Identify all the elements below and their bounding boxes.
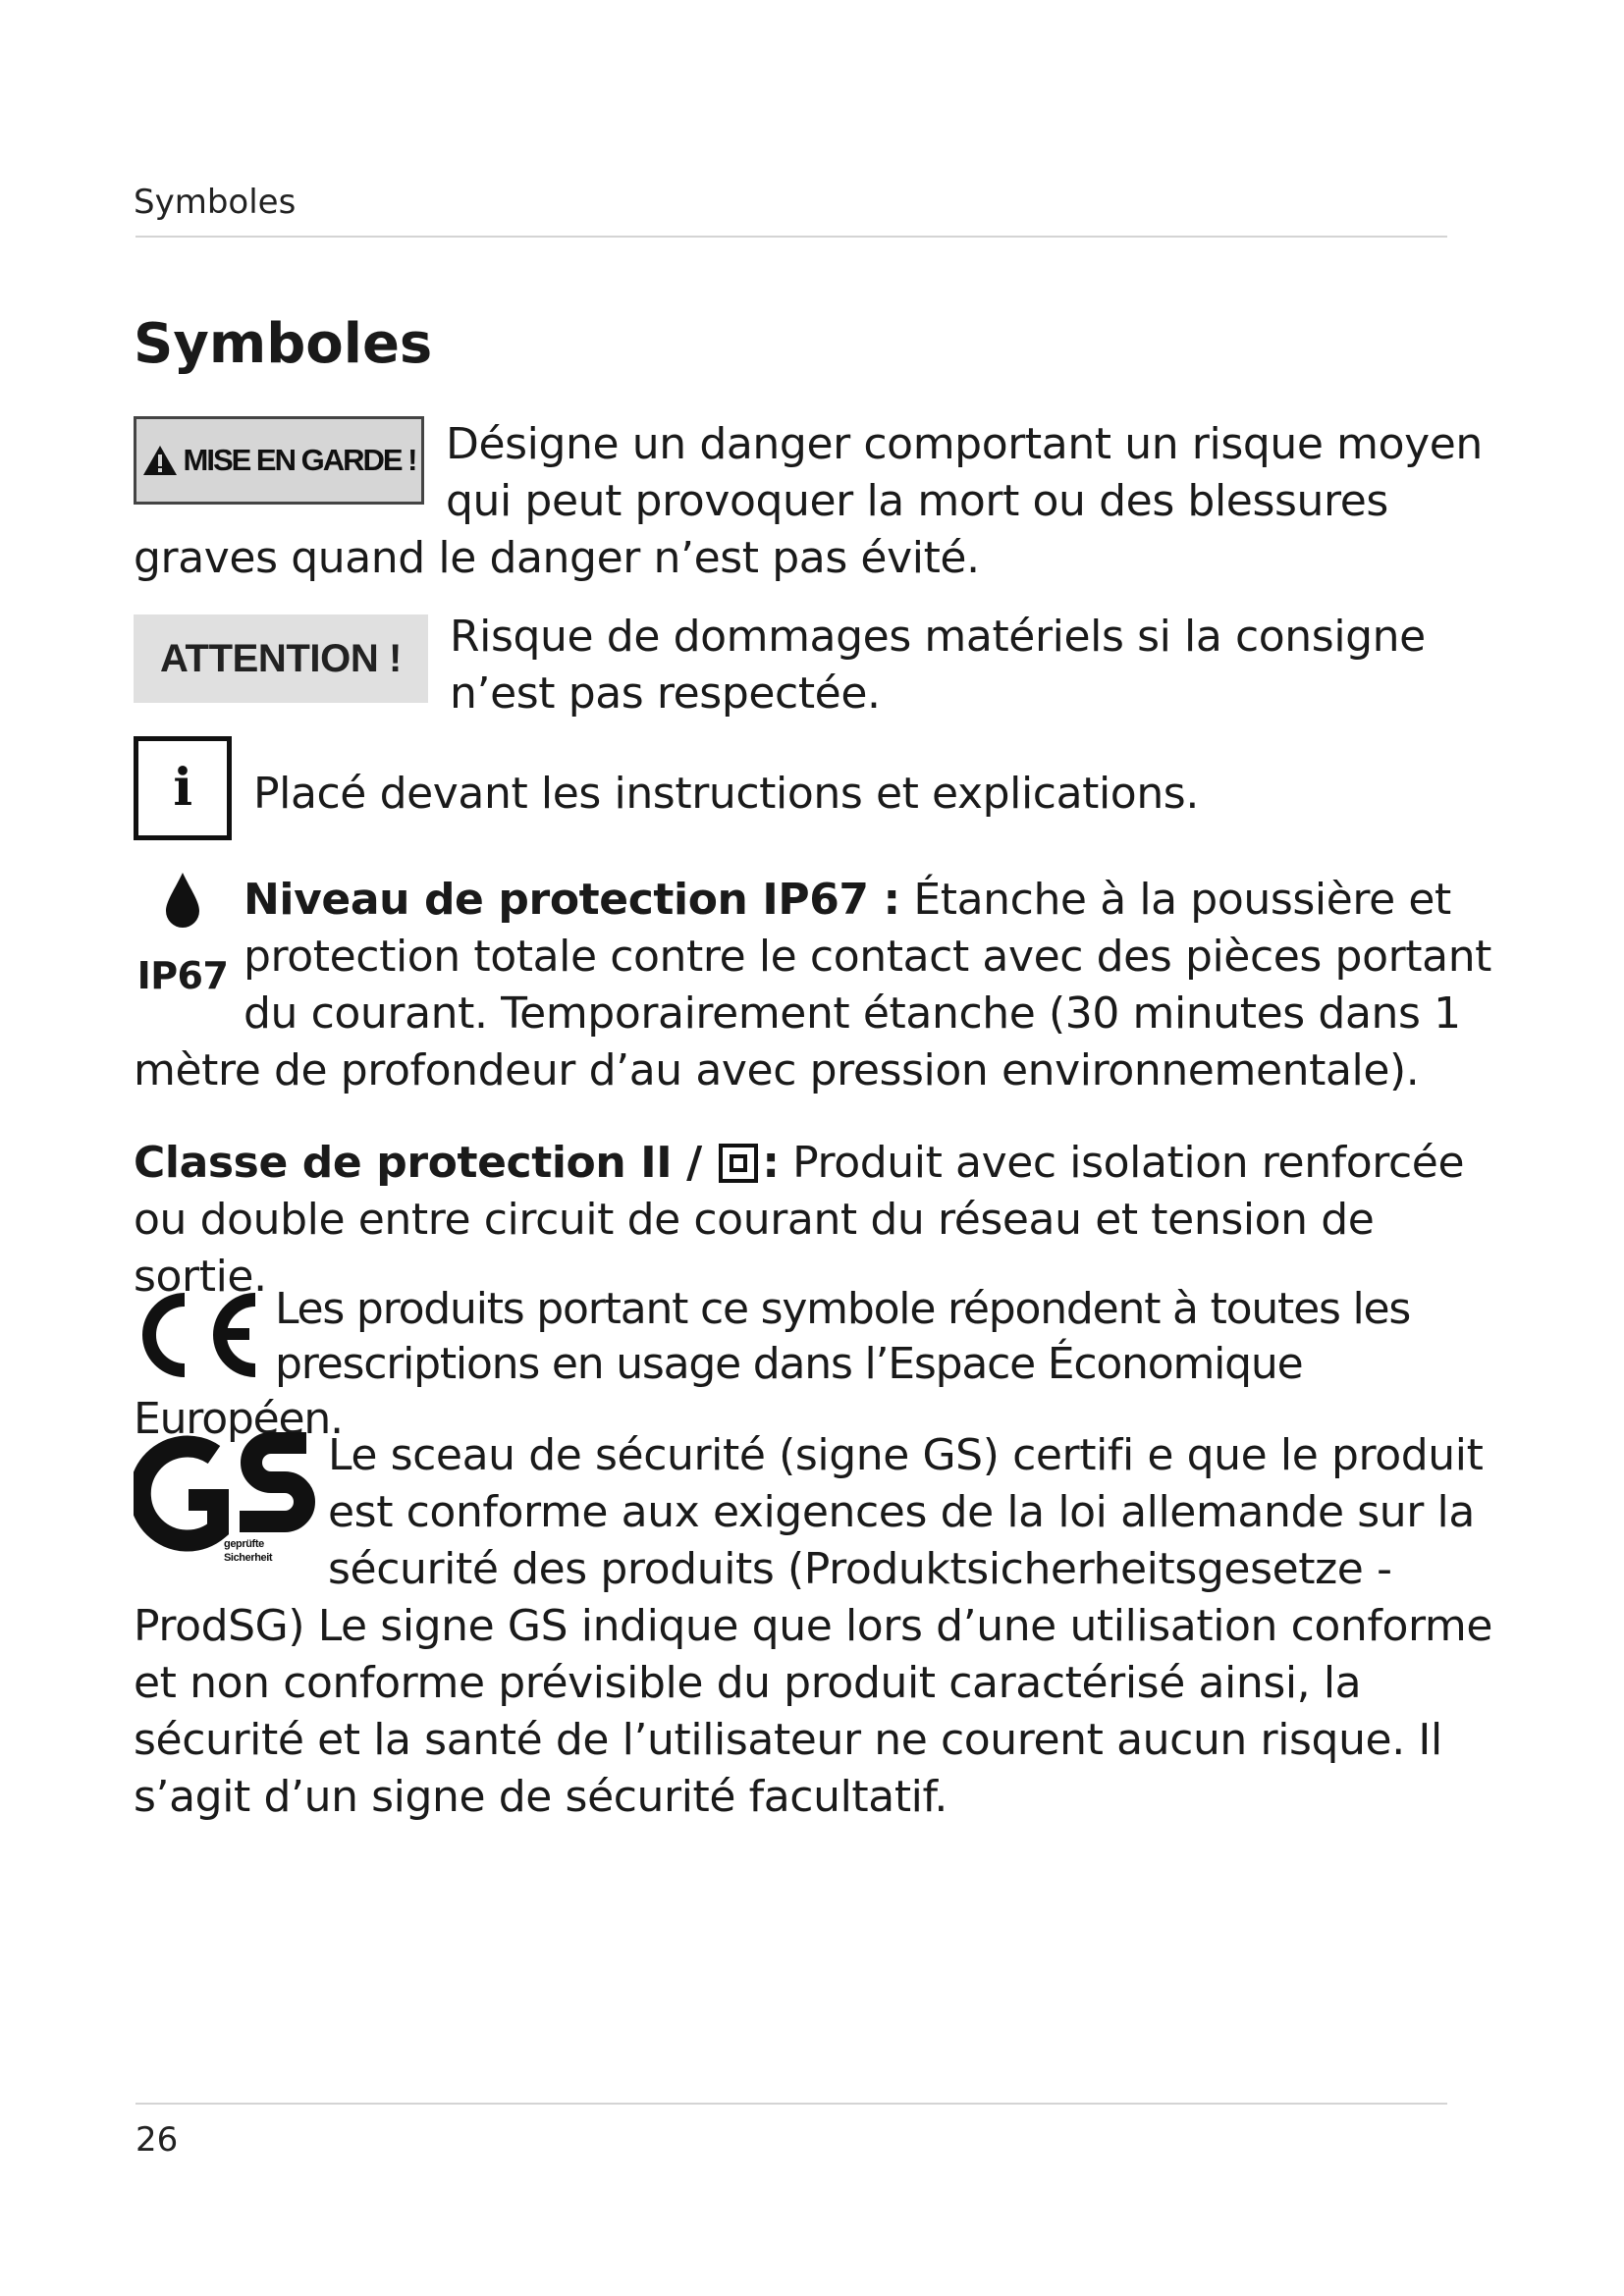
water-drop-icon: [163, 872, 202, 929]
footer-divider: [135, 2103, 1447, 2105]
attention-badge: ATTENTION !: [134, 614, 428, 703]
warning-section: [134, 416, 1498, 587]
info-section: [134, 736, 1498, 844]
ce-mark-icon: [134, 1286, 261, 1384]
ip67-section: [134, 872, 1498, 1099]
protection-class-heading: Classe de protection II /: [134, 1138, 702, 1188]
protection-class-text: Produit avec isolation renforcée ou double entre circuit de courant du réseau et tension de sortie.: [134, 1138, 1465, 1302]
attention-text: Risque de dommages matériels si la consigne n’est pas respectée.: [450, 612, 1426, 719]
running-head: Symboles: [134, 183, 297, 222]
gs-seal-icon: [134, 1427, 316, 1575]
attention-section: [134, 609, 1498, 722]
ip67-icon-label: IP67: [136, 954, 229, 997]
ce-section: [134, 1282, 1498, 1447]
ip67-heading: Niveau de protection IP67 :: [244, 875, 900, 925]
protection-class-colon: :: [762, 1138, 780, 1188]
info-icon: i: [134, 736, 232, 840]
ce-text: Les produits portant ce symbole répondent à toutes les prescriptions en usage dans l’Espace Économique Européen.: [134, 1284, 1411, 1444]
warning-triangle-icon: [142, 445, 178, 476]
page-number: 26: [135, 2120, 179, 2160]
double-insulation-icon: [719, 1144, 758, 1183]
info-text: Placé devant les instructions et explications.: [253, 769, 1199, 819]
ip67-text: Étanche à la poussière et protection totale contre le contact avec des pièces portant du courant. Temporairement étanche (30 minutes dans 1 mètre de profondeur d’au avec pression environnementale).: [134, 875, 1492, 1095]
gs-section: [134, 1427, 1498, 1826]
gs-caption-line-2: Sicherheit: [224, 1552, 273, 1564]
protection-class-section: [134, 1135, 1498, 1306]
gs-caption-line-1: geprüfte: [224, 1538, 264, 1550]
page-title: Symboles: [134, 312, 433, 376]
header-divider: [135, 236, 1447, 238]
warning-badge-label: MISE EN GARDE !: [183, 443, 416, 477]
warning-text: Désigne un danger comportant un risque moyen qui peut provoquer la mort ou des blessures graves quand le danger n’est pas évité.: [134, 419, 1483, 583]
gs-text: Le sceau de sécurité (signe GS) certifi e que le produit est conforme aux exigences de la loi allemande sur la sécurité des produits (Produktsicherheitsgesetze - ProdSG) Le signe GS indique que lors d’une utilisation conforme et non conforme prévisible du produit caractérisé ainsi, la sécurité et la santé de l’utilisateur ne courent aucun risque. Il s’agit d’un signe de sécurité facultatif.: [134, 1430, 1493, 1822]
ip67-icon: [134, 872, 232, 997]
warning-badge: [134, 416, 424, 505]
